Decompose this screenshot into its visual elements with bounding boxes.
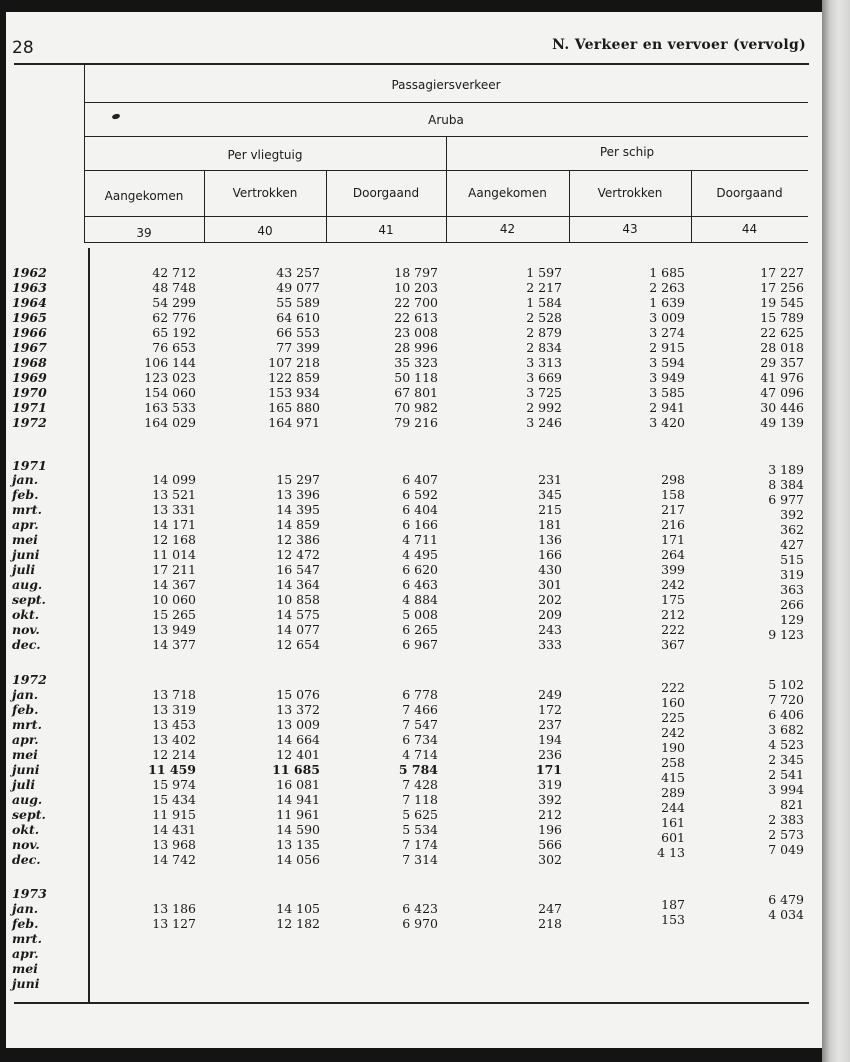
cell: 22 625	[760, 325, 804, 340]
cell: 13 319	[152, 702, 196, 717]
cell: 202	[538, 592, 562, 607]
col-number: 42	[499, 222, 516, 236]
col-number: 43	[622, 222, 638, 236]
col-number: 41	[378, 223, 394, 237]
cell: 4 714	[402, 747, 438, 762]
col-header: Vertrokken	[232, 186, 298, 200]
cell: 43 257	[276, 265, 320, 280]
cell: 3 313	[526, 355, 562, 370]
cell: 3 585	[649, 385, 685, 400]
cell: 6 967	[402, 637, 438, 652]
cell: 6 592	[402, 487, 438, 502]
cell: 301	[538, 577, 562, 592]
cell: 4 884	[402, 592, 438, 607]
cell: 363	[780, 582, 804, 597]
cell: 7 428	[402, 777, 438, 792]
cell: 14 395	[276, 502, 320, 517]
col-header: Doorgaand	[716, 186, 783, 200]
cell: 3 725	[526, 385, 562, 400]
cell: 242	[661, 725, 685, 740]
cell: 171	[535, 762, 562, 777]
row-label: okt.	[12, 822, 40, 837]
row-label: okt.	[12, 607, 40, 622]
row-label: mrt.	[12, 931, 42, 946]
cell: 28 996	[394, 340, 438, 355]
row-label: dec.	[12, 852, 41, 867]
header-top: Passagiersverkeer	[391, 78, 501, 92]
cell: 1 597	[526, 265, 562, 280]
cell: 65 192	[152, 325, 196, 340]
group-heading: 1973	[12, 886, 47, 901]
cell: 2 217	[526, 280, 562, 295]
cell: 153	[661, 912, 685, 927]
cell: 22 613	[394, 310, 438, 325]
cell: 6 404	[402, 502, 438, 517]
cell: 18 797	[394, 265, 438, 280]
cell: 41 976	[760, 370, 804, 385]
cell: 17 256	[760, 280, 804, 295]
cell: 3 420	[649, 415, 685, 430]
col-header: Aangekomen	[468, 186, 547, 200]
row-label: juni	[12, 762, 40, 777]
cell: 77 399	[276, 340, 320, 355]
row-label: mei	[12, 747, 38, 762]
cell: 42 712	[152, 265, 196, 280]
cell: 49 139	[760, 415, 804, 430]
cell: 5 102	[768, 677, 804, 692]
cell: 13 968	[152, 837, 196, 852]
cell: 6 479	[768, 892, 804, 907]
row-label: 1963	[12, 280, 47, 295]
cell: 249	[538, 687, 562, 702]
cell: 67 801	[394, 385, 438, 400]
cell: 15 974	[152, 777, 196, 792]
cell: 1 639	[649, 295, 685, 310]
cell: 6 407	[402, 472, 438, 487]
row-label: apr.	[12, 732, 39, 747]
cell: 399	[661, 562, 685, 577]
cell: 392	[538, 792, 562, 807]
cell: 266	[780, 597, 804, 612]
row-label: jan.	[12, 901, 39, 916]
cell: 7 174	[402, 837, 438, 852]
cell: 122 859	[268, 370, 320, 385]
cell: 13 402	[152, 732, 196, 747]
cell: 123 023	[144, 370, 196, 385]
cell: 5 784	[398, 762, 438, 777]
cell: 160	[661, 695, 685, 710]
cell: 13 453	[152, 717, 196, 732]
cell: 237	[538, 717, 562, 732]
cell: 13 521	[152, 487, 196, 502]
cell: 362	[780, 522, 804, 537]
row-label: mrt.	[12, 502, 42, 517]
cell: 13 331	[152, 502, 196, 517]
cell: 13 718	[152, 687, 196, 702]
row-label: 1970	[12, 385, 47, 400]
cell: 243	[538, 622, 562, 637]
cell: 19 545	[760, 295, 804, 310]
cell: 13 949	[152, 622, 196, 637]
row-label: sept.	[12, 592, 46, 607]
cell: 106 144	[144, 355, 196, 370]
cell: 430	[538, 562, 562, 577]
cell: 14 664	[276, 732, 320, 747]
col-number: 39	[136, 226, 152, 240]
row-label: mrt.	[12, 717, 42, 732]
rule-5	[84, 242, 808, 243]
cell: 76 653	[152, 340, 196, 355]
page-number: 28	[12, 38, 34, 58]
cell: 5 008	[402, 607, 438, 622]
cell: 6 734	[402, 732, 438, 747]
cell: 30 446	[760, 400, 804, 415]
cell: 54 299	[152, 295, 196, 310]
cell: 216	[661, 517, 685, 532]
cell: 10 060	[152, 592, 196, 607]
cell: 4 711	[402, 532, 438, 547]
cell: 7 049	[768, 842, 804, 857]
cell: 12 401	[276, 747, 320, 762]
cell: 14 105	[276, 901, 320, 916]
col-header: Doorgaand	[352, 186, 420, 200]
cell: 415	[661, 770, 685, 785]
cell: 367	[661, 637, 685, 652]
cell: 6 406	[768, 707, 804, 722]
cell: 48 748	[152, 280, 196, 295]
cell: 247	[538, 901, 562, 916]
cell: 154 060	[144, 385, 196, 400]
cell: 17 211	[152, 562, 196, 577]
row-label: nov.	[12, 837, 40, 852]
cell: 12 386	[276, 532, 320, 547]
header-region: Aruba	[428, 113, 464, 127]
col-number: 40	[257, 224, 273, 238]
cell: 14 099	[152, 472, 196, 487]
cell: 14 377	[152, 637, 196, 652]
cell: 196	[538, 822, 562, 837]
cell: 2 941	[649, 400, 685, 415]
cell: 242	[661, 577, 685, 592]
cell: 13 127	[152, 916, 196, 931]
cell: 218	[538, 916, 562, 931]
cell: 166	[538, 547, 562, 562]
cell: 13 372	[276, 702, 320, 717]
top-rule	[14, 63, 809, 65]
cell: 171	[661, 532, 685, 547]
cell: 4 13	[657, 845, 685, 860]
cell: 23 008	[394, 325, 438, 340]
row-label: jan.	[12, 472, 39, 487]
cell: 222	[661, 680, 685, 695]
cell: 3 189	[768, 462, 804, 477]
cell: 6 620	[402, 562, 438, 577]
cell: 181	[538, 517, 562, 532]
cell: 236	[538, 747, 562, 762]
row-label: mei	[12, 532, 38, 547]
cell: 2 573	[768, 827, 804, 842]
cell: 15 434	[152, 792, 196, 807]
cell: 9 123	[768, 627, 804, 642]
cell: 22 700	[394, 295, 438, 310]
cell: 11 961	[276, 807, 320, 822]
row-label: dec.	[12, 637, 41, 652]
header-ship: Per schip	[599, 145, 655, 159]
cell: 10 858	[276, 592, 320, 607]
cell: 3 949	[649, 370, 685, 385]
row-label: 1967	[12, 340, 47, 355]
cell: 601	[661, 830, 685, 845]
cell: 55 589	[276, 295, 320, 310]
row-label: mei	[12, 961, 38, 976]
cell: 4 034	[768, 907, 804, 922]
row-label: 1964	[12, 295, 47, 310]
cell: 35 323	[394, 355, 438, 370]
cell: 15 789	[760, 310, 804, 325]
cell: 14 077	[276, 622, 320, 637]
cell: 319	[780, 567, 804, 582]
cell: 3 669	[526, 370, 562, 385]
cell: 62 776	[152, 310, 196, 325]
cell: 289	[661, 785, 685, 800]
cell: 392	[780, 507, 804, 522]
row-label: aug.	[12, 792, 43, 807]
cell: 14 575	[276, 607, 320, 622]
cell: 6 463	[402, 577, 438, 592]
col-header: Vertrokken	[597, 186, 663, 200]
cell: 14 859	[276, 517, 320, 532]
cell: 258	[661, 755, 685, 770]
cell: 64 610	[276, 310, 320, 325]
row-label: feb.	[12, 487, 39, 502]
cell: 14 941	[276, 792, 320, 807]
row-label: juli	[12, 562, 36, 577]
row-label: 1962	[12, 265, 47, 280]
cell: 14 364	[276, 577, 320, 592]
cell: 6 778	[402, 687, 438, 702]
cell: 333	[538, 637, 562, 652]
running-head: N. Verkeer en vervoer (vervolg)	[552, 37, 806, 53]
book-spine	[822, 0, 850, 1062]
cell: 4 495	[402, 547, 438, 562]
cell: 302	[538, 852, 562, 867]
cell: 7 466	[402, 702, 438, 717]
cell: 12 214	[152, 747, 196, 762]
cell: 165 880	[268, 400, 320, 415]
cell: 821	[780, 797, 804, 812]
cell: 6 265	[402, 622, 438, 637]
cell: 12 168	[152, 532, 196, 547]
cell: 2 915	[649, 340, 685, 355]
cell: 164 029	[144, 415, 196, 430]
group-heading: 1972	[12, 672, 47, 687]
cell: 2 879	[526, 325, 562, 340]
cell: 175	[661, 592, 685, 607]
row-label: 1968	[12, 355, 47, 370]
row-label: apr.	[12, 946, 39, 961]
cell: 13 396	[276, 487, 320, 502]
cell: 1 685	[649, 265, 685, 280]
cell: 70 982	[394, 400, 438, 415]
cell: 6 423	[402, 901, 438, 916]
row-label: sept.	[12, 807, 46, 822]
cell: 129	[780, 612, 804, 627]
cell: 7 118	[402, 792, 438, 807]
cell: 2 992	[526, 400, 562, 415]
row-label: 1966	[12, 325, 47, 340]
row-label: 1969	[12, 370, 47, 385]
cell: 14 171	[152, 517, 196, 532]
cell: 14 056	[276, 852, 320, 867]
cell: 2 541	[768, 767, 804, 782]
cell: 3 994	[768, 782, 804, 797]
cell: 66 553	[276, 325, 320, 340]
cell: 2 528	[526, 310, 562, 325]
cell: 17 227	[760, 265, 804, 280]
cell: 4 523	[768, 737, 804, 752]
cell: 2 383	[768, 812, 804, 827]
cell: 136	[538, 532, 562, 547]
cell: 190	[661, 740, 685, 755]
cell: 49 077	[276, 280, 320, 295]
row-label: aug.	[12, 577, 43, 592]
stub-divider-body	[88, 248, 90, 1003]
cell: 15 265	[152, 607, 196, 622]
row-label: juni	[12, 976, 40, 991]
row-label: juni	[12, 547, 40, 562]
cell: 6 977	[768, 492, 804, 507]
cell: 16 081	[276, 777, 320, 792]
cell: 3 594	[649, 355, 685, 370]
row-label: nov.	[12, 622, 40, 637]
cell: 28 018	[760, 340, 804, 355]
cell: 10 203	[394, 280, 438, 295]
cell: 7 720	[768, 692, 804, 707]
row-label: 1965	[12, 310, 47, 325]
cell: 319	[538, 777, 562, 792]
cell: 264	[661, 547, 685, 562]
cell: 12 472	[276, 547, 320, 562]
cell: 14 590	[276, 822, 320, 837]
cell: 11 915	[152, 807, 196, 822]
cell: 7 547	[402, 717, 438, 732]
cell: 161	[661, 815, 685, 830]
cell: 3 682	[768, 722, 804, 737]
col-number: 44	[741, 222, 758, 236]
cell: 15 297	[276, 472, 320, 487]
rule-4	[84, 216, 808, 217]
cell: 29 357	[760, 355, 804, 370]
cell: 217	[661, 502, 685, 517]
cell: 14 367	[152, 577, 196, 592]
cell: 15 076	[276, 687, 320, 702]
cell: 1 584	[526, 295, 562, 310]
cell: 13 135	[276, 837, 320, 852]
cell: 16 547	[276, 562, 320, 577]
cell: 14 742	[152, 852, 196, 867]
cell: 427	[780, 537, 804, 552]
row-label: 1971	[12, 400, 47, 415]
cell: 172	[538, 702, 562, 717]
cell: 3 274	[649, 325, 685, 340]
cell: 11 014	[152, 547, 196, 562]
bottom-rule	[14, 1002, 809, 1004]
cell: 13 009	[276, 717, 320, 732]
cell: 212	[661, 607, 685, 622]
cell: 47 096	[760, 385, 804, 400]
cell: 6 166	[402, 517, 438, 532]
cell: 158	[661, 487, 685, 502]
cell: 11 685	[272, 762, 320, 777]
row-label: feb.	[12, 916, 39, 931]
cell: 7 314	[402, 852, 438, 867]
row-label: 1972	[12, 415, 47, 430]
cell: 187	[661, 897, 685, 912]
cell: 2 834	[526, 340, 562, 355]
row-label: jan.	[12, 687, 39, 702]
cell: 3 009	[649, 310, 685, 325]
cell: 215	[538, 502, 562, 517]
cell: 244	[661, 800, 685, 815]
group-heading: 1971	[12, 458, 47, 473]
cell: 225	[661, 710, 685, 725]
cell: 298	[661, 472, 685, 487]
cell: 12 182	[276, 916, 320, 931]
rule-1	[84, 102, 808, 103]
cell: 153 934	[268, 385, 320, 400]
cell: 13 186	[152, 901, 196, 916]
row-label: juli	[12, 777, 36, 792]
cell: 5 625	[402, 807, 438, 822]
cell: 3 246	[526, 415, 562, 430]
cell: 515	[780, 552, 804, 567]
cell: 79 216	[394, 415, 438, 430]
row-label: feb.	[12, 702, 39, 717]
cell: 163 533	[144, 400, 196, 415]
cell: 14 431	[152, 822, 196, 837]
cell: 164 971	[268, 415, 320, 430]
cell: 231	[538, 472, 562, 487]
cell: 2 263	[649, 280, 685, 295]
cell: 566	[538, 837, 562, 852]
cell: 50 118	[394, 370, 438, 385]
row-label: apr.	[12, 517, 39, 532]
cell: 222	[661, 622, 685, 637]
cell: 212	[538, 807, 562, 822]
cell: 6 970	[402, 916, 438, 931]
cell: 345	[538, 487, 562, 502]
cell: 2 345	[768, 752, 804, 767]
header-air: Per vliegtuig	[227, 148, 303, 162]
cell: 8 384	[768, 477, 804, 492]
cell: 209	[538, 607, 562, 622]
cell: 11 459	[148, 762, 196, 777]
cell: 107 218	[268, 355, 320, 370]
cell: 12 654	[276, 637, 320, 652]
cell: 194	[538, 732, 562, 747]
cell: 5 534	[402, 822, 438, 837]
col-header: Aangekomen	[104, 189, 184, 203]
